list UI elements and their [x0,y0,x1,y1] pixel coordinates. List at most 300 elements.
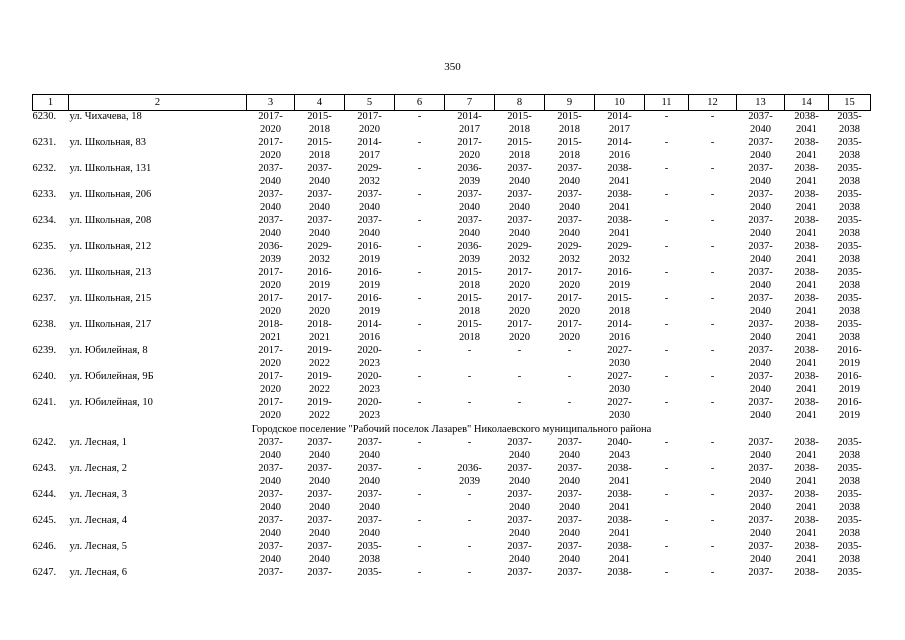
period-start: 2018- [307,319,332,330]
period-start: 2017- [457,137,482,148]
period-start: - [710,345,715,356]
period-cell [595,515,645,541]
period-cell [785,241,829,267]
period-cell [345,137,395,163]
period-start: 2017- [357,111,382,122]
address-cell: ул. Лесная, 6 [69,567,128,578]
period-start: 2037- [557,463,582,474]
period-end: 2020 [309,305,330,317]
period-cell [247,345,295,371]
page-number: 350 [444,61,461,73]
period-start: 2015- [557,137,582,148]
period-end: 2040 [750,331,771,343]
period-start: 2037- [307,437,332,448]
period-cell [737,215,785,241]
period-cell [595,345,645,371]
period-start: 2019- [307,397,332,408]
period-end: 2041 [609,501,630,513]
period-cell [445,241,495,267]
period-cell [595,371,645,397]
period-start: 2015- [457,267,482,278]
period-start: 2037- [748,319,773,330]
period-cell [545,137,595,163]
period-end: 2040 [509,527,530,539]
address-cell: ул. Лесная, 3 [69,489,128,500]
period-cell [737,567,785,593]
period-start: - [710,189,715,200]
period-start: - [664,137,669,148]
period-start: 2037- [557,437,582,448]
period-start: 2014- [357,319,382,330]
period-cell [395,515,445,541]
period-cell [545,215,595,241]
period-cell [785,489,829,515]
period-start: 2016- [837,345,862,356]
period-cell [545,397,595,423]
period-start: - [467,567,472,578]
period-cell [737,437,785,463]
period-cell [247,215,295,241]
address-cell: ул. Школьная, 83 [69,137,146,148]
period-end: 2038 [839,227,860,239]
table-row [33,489,871,515]
period-cell [829,345,871,371]
period-start: 2035- [837,437,862,448]
period-start: 2037- [748,437,773,448]
period-end: 2020 [459,149,480,161]
period-start: - [710,489,715,500]
period-start: 2035- [837,241,862,252]
period-cell [645,163,689,189]
period-end: 2040 [559,553,580,565]
period-cell [595,189,645,215]
period-end: 2040 [750,449,771,461]
period-start: - [664,541,669,552]
period-start: 2035- [837,293,862,304]
period-cell [689,163,737,189]
address-cell: ул. Школьная, 217 [69,319,152,330]
period-start: 2037- [557,515,582,526]
period-end: 2032 [309,253,330,265]
period-start: 2029- [607,241,632,252]
period-cell [495,163,545,189]
period-start: 2038- [794,463,819,474]
period-end: 2041 [796,175,817,187]
period-end: 2041 [796,357,817,369]
period-cell [595,163,645,189]
period-end: 2017 [609,123,630,135]
period-start: - [417,215,422,226]
period-end: 2022 [309,409,330,421]
period-cell [295,137,345,163]
period-cell [247,567,295,593]
period-end: 2041 [609,527,630,539]
period-cell [645,463,689,489]
period-end: 2023 [359,383,380,395]
section-block [33,423,871,437]
period-start: 2016- [607,267,632,278]
period-cell [737,345,785,371]
period-start: - [710,397,715,408]
period-cell [645,111,689,138]
period-end: 2018 [559,149,580,161]
period-start: - [467,515,472,526]
period-end: 2016 [609,331,630,343]
period-start: 2035- [837,541,862,552]
period-start: 2027- [607,345,632,356]
address-cell: ул. Школьная, 215 [69,293,152,304]
period-cell [345,489,395,515]
period-start: - [417,397,422,408]
period-cell [595,137,645,163]
period-end: 2019 [359,305,380,317]
period-cell [737,163,785,189]
period-start: - [467,437,472,448]
period-start: 2035- [837,267,862,278]
period-end: 2016 [359,331,380,343]
period-start: 2037- [748,267,773,278]
period-cell [295,489,345,515]
period-end: 2040 [750,279,771,291]
period-cell [689,541,737,567]
address-cell: ул. Школьная, 213 [69,267,152,278]
period-start: 2017- [557,267,582,278]
period-cell [345,267,395,293]
table-row [33,397,871,423]
period-start: - [417,541,422,552]
period-start: 2017- [307,293,332,304]
period-cell [545,189,595,215]
table-row [33,241,871,267]
period-end: 2038 [839,253,860,265]
period-cell [495,111,545,138]
period-start: 2038- [794,371,819,382]
column-header: 3 [247,95,295,111]
period-start: - [467,371,472,382]
period-start: - [710,437,715,448]
period-start: 2037- [307,541,332,552]
period-cell [689,267,737,293]
period-cell [595,111,645,138]
period-cell [737,463,785,489]
period-end: 2040 [309,449,330,461]
period-end: 2020 [559,305,580,317]
period-start: 2037- [748,515,773,526]
period-start: 2017- [258,137,283,148]
address-cell: ул. Лесная, 1 [69,437,128,448]
column-header: 1 [33,95,69,111]
period-cell [395,293,445,319]
period-start: 2037- [507,215,532,226]
period-start: 2015- [307,111,332,122]
period-end: 2018 [559,123,580,135]
table-row [33,163,871,189]
period-start: 2038- [794,345,819,356]
period-end: 2019 [839,357,860,369]
period-cell [345,319,395,345]
period-start: - [710,371,715,382]
period-start: 2037- [557,541,582,552]
period-start: 2036- [457,463,482,474]
period-start: 2037- [557,215,582,226]
period-start: 2015- [307,137,332,148]
period-cell [829,489,871,515]
period-end: 2016 [609,149,630,161]
period-end: 2020 [260,123,281,135]
period-end: 2041 [609,227,630,239]
period-start: 2035- [357,567,382,578]
period-cell [445,515,495,541]
period-start: 2037- [507,189,532,200]
period-end: 2040 [509,475,530,487]
period-cell [247,319,295,345]
period-end: 2030 [609,409,630,421]
period-start: - [710,241,715,252]
period-end: 2040 [750,253,771,265]
period-start: 2037- [748,463,773,474]
period-end: 2040 [750,553,771,565]
period-cell [595,567,645,593]
period-start: 2037- [748,111,773,122]
period-cell [445,267,495,293]
period-cell [247,463,295,489]
period-end: 2038 [359,553,380,565]
period-cell [445,541,495,567]
period-start: - [467,397,472,408]
period-cell [295,163,345,189]
period-cell [829,163,871,189]
period-cell [829,137,871,163]
period-end: 2041 [609,175,630,187]
column-header: 5 [345,95,395,111]
period-cell [545,371,595,397]
period-start: - [664,397,669,408]
period-end: 2040 [359,475,380,487]
period-cell [785,463,829,489]
period-start: - [417,189,422,200]
period-cell [445,397,495,423]
period-start: 2038- [607,489,632,500]
period-start: 2038- [607,215,632,226]
period-cell [247,241,295,267]
period-start: - [710,463,715,474]
period-start: 2037- [258,163,283,174]
period-end: 2038 [839,449,860,461]
period-cell [645,241,689,267]
period-end: 2041 [796,227,817,239]
period-start: 2037- [258,515,283,526]
period-cell [345,463,395,489]
period-start: 2017- [258,397,283,408]
period-cell [545,489,595,515]
period-cell [295,345,345,371]
period-cell [295,541,345,567]
period-start: - [664,489,669,500]
period-end: 2032 [359,175,380,187]
column-header: 6 [395,95,445,111]
period-start: - [417,163,422,174]
period-cell [785,437,829,463]
period-cell [247,163,295,189]
period-start: - [567,371,572,382]
period-cell [829,567,871,593]
period-cell [737,541,785,567]
period-end: 2022 [309,357,330,369]
period-cell [345,567,395,593]
period-start: 2037- [748,371,773,382]
section-title: Городское поселение "Рабочий поселок Лазарев" Николаевского муниципального района [251,424,652,435]
column-header: 15 [829,95,871,111]
period-end: 2041 [796,527,817,539]
period-start: 2035- [837,463,862,474]
period-cell [737,397,785,423]
period-start: 2038- [607,567,632,578]
period-start: 2016- [357,267,382,278]
period-end: 2038 [839,553,860,565]
period-cell [495,541,545,567]
period-start: 2035- [357,541,382,552]
period-end: 2040 [309,227,330,239]
period-start: 2038- [794,111,819,122]
period-start: 2015- [457,319,482,330]
period-start: 2038- [607,189,632,200]
period-start: 2015- [607,293,632,304]
period-start: 2037- [507,515,532,526]
period-end: 2040 [260,175,281,187]
period-start: 2037- [748,397,773,408]
period-start: - [664,267,669,278]
period-start: - [417,489,422,500]
period-end: 2041 [796,331,817,343]
period-start: - [664,463,669,474]
period-end: 2020 [260,409,281,421]
period-start: - [417,371,422,382]
period-cell [785,345,829,371]
period-cell [247,541,295,567]
period-cell [545,241,595,267]
period-end: 2018 [509,123,530,135]
period-start: 2037- [557,567,582,578]
period-end: 2041 [796,449,817,461]
period-start: - [664,163,669,174]
period-end: 2019 [309,279,330,291]
address-cell: ул. Юбилейная, 9Б [69,371,154,382]
period-end: 2021 [260,331,281,343]
period-end: 2041 [609,475,630,487]
period-cell [737,371,785,397]
period-cell [445,163,495,189]
period-cell [345,189,395,215]
period-start: - [710,541,715,552]
period-cell [345,541,395,567]
period-cell [495,241,545,267]
period-end: 2041 [796,279,817,291]
period-start: 2037- [507,163,532,174]
period-start: - [710,293,715,304]
period-end: 2040 [359,527,380,539]
row-number: 6242. [32,437,57,448]
period-cell [545,515,595,541]
period-cell [737,293,785,319]
table-row [33,345,871,371]
period-cell [645,215,689,241]
period-cell [445,437,495,463]
period-end: 2032 [509,253,530,265]
column-header: 13 [737,95,785,111]
period-start: - [517,345,522,356]
period-cell [345,111,395,138]
period-start: 2016- [307,267,332,278]
period-end: 2040 [750,383,771,395]
period-start: 2038- [794,397,819,408]
table-row [33,189,871,215]
period-end: 2019 [359,279,380,291]
table-row [33,541,871,567]
period-end: 2020 [260,383,281,395]
period-end: 2039 [459,253,480,265]
period-cell [645,515,689,541]
period-start: 2037- [748,345,773,356]
period-cell [737,267,785,293]
period-cell [689,111,737,138]
period-end: 2039 [459,175,480,187]
period-cell [595,489,645,515]
period-cell [345,241,395,267]
period-end: 2020 [260,305,281,317]
period-end: 2040 [750,501,771,513]
period-start: 2037- [748,189,773,200]
period-cell [645,567,689,593]
period-end: 2040 [750,357,771,369]
column-header: 8 [495,95,545,111]
period-end: 2039 [459,475,480,487]
period-cell [645,541,689,567]
address-cell: ул. Лесная, 4 [69,515,128,526]
period-end: 2040 [459,201,480,213]
period-cell [545,345,595,371]
period-end: 2040 [309,501,330,513]
period-cell [395,437,445,463]
period-start: 2029- [507,241,532,252]
period-end: 2018 [509,149,530,161]
period-cell [829,541,871,567]
table-row [33,437,871,463]
period-end: 2018 [609,305,630,317]
period-cell [645,319,689,345]
period-start: 2035- [837,319,862,330]
period-end: 2020 [509,279,530,291]
row-number: 6239. [32,345,57,356]
period-end: 2018 [459,279,480,291]
table-row [33,137,871,163]
period-cell [445,567,495,593]
period-end: 2040 [559,475,580,487]
period-start: 2037- [557,189,582,200]
row-number: 6240. [32,371,57,382]
period-cell [345,215,395,241]
period-cell [247,137,295,163]
period-start: 2018- [258,319,283,330]
period-start: - [664,345,669,356]
period-cell [495,463,545,489]
period-start: - [664,437,669,448]
period-start: 2037- [748,567,773,578]
period-end: 2040 [509,449,530,461]
period-cell [689,137,737,163]
period-cell [829,293,871,319]
period-end: 2041 [796,383,817,395]
period-cell [295,463,345,489]
